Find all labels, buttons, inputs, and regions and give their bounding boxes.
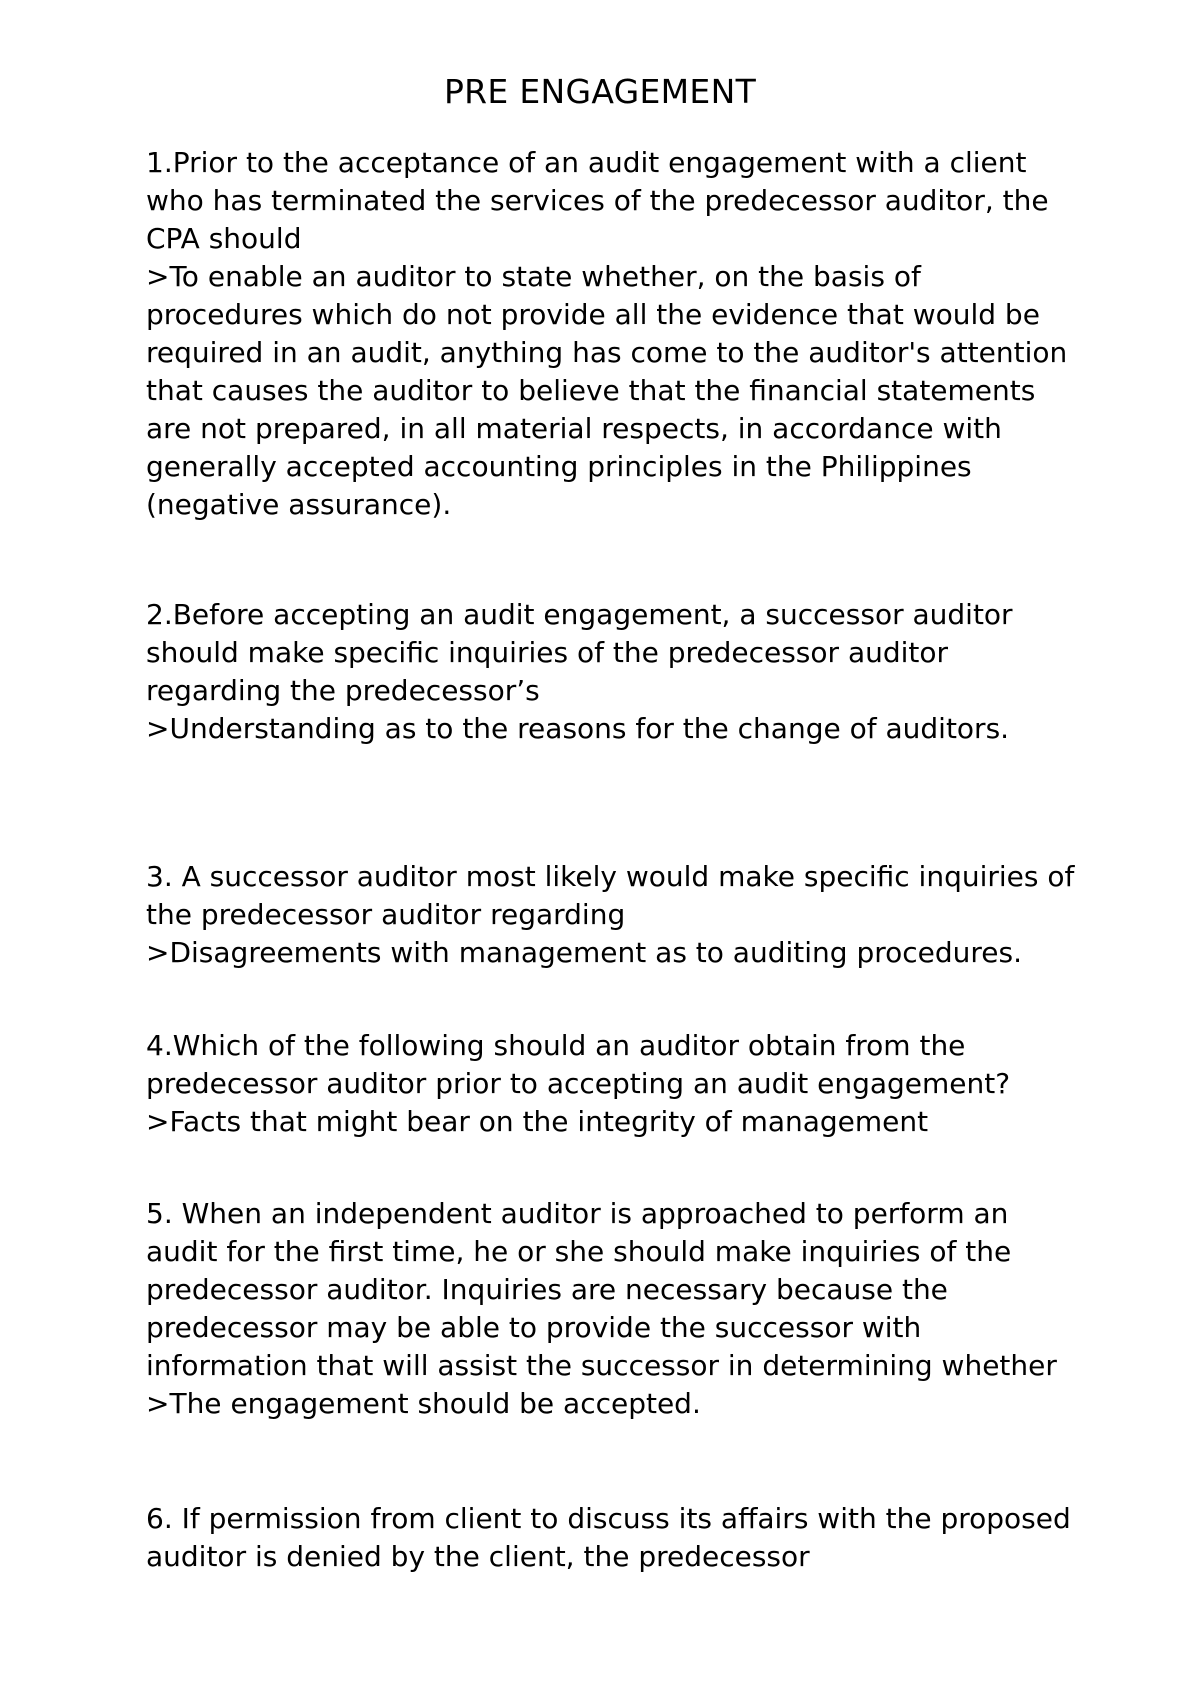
answer-text-3: >Disagreements with management as to auditing procedures. bbox=[146, 936, 1022, 969]
question-item-2 bbox=[146, 596, 1081, 748]
question-text-4: 4.Which of the following should an auditor obtain from the predecessor auditor prior to accepting an audit engagement? bbox=[146, 1029, 1011, 1100]
question-item-3 bbox=[146, 858, 1081, 972]
question-item-5 bbox=[146, 1195, 1081, 1423]
answer-text-1: >To enable an auditor to state whether, on the basis of procedures which do not provide all the evidence that would be required in an audit, anything has come to the auditor's attention that causes the auditor to believe that the financial statements are not prepared, in all material respects, in accordance with generally accepted accounting principles in the Philippines (negative assurance). bbox=[146, 260, 1068, 521]
question-item-6 bbox=[146, 1500, 1081, 1576]
answer-text-5: >The engagement should be accepted. bbox=[146, 1387, 701, 1420]
answer-text-2: >Understanding as to the reasons for the change of auditors. bbox=[146, 712, 1010, 745]
document-title: PRE ENGAGEMENT bbox=[443, 72, 757, 111]
answer-text-4: >Facts that might bear on the integrity of management bbox=[146, 1105, 929, 1138]
question-text-5: 5. When an independent auditor is approached to perform an audit for the first time, he or she should make inquiries of the predecessor auditor. Inquiries are necessary because the predecessor may be able to provide the successor with information that will assist the successor in determining whether bbox=[146, 1197, 1057, 1382]
question-text-2: 2.Before accepting an audit engagement, a successor auditor should make specific inquiries of the predecessor auditor regarding the predecessor’s bbox=[146, 598, 1013, 707]
question-text-1: 1.Prior to the acceptance of an audit engagement with a client who has terminated the services of the predecessor auditor, the CPA should bbox=[146, 146, 1049, 255]
question-item-1 bbox=[146, 144, 1081, 524]
question-text-6: 6. If permission from client to discuss its affairs with the proposed auditor is denied by the client, the predecessor bbox=[146, 1502, 1071, 1573]
question-item-4 bbox=[146, 1027, 1081, 1141]
question-text-3: 3. A successor auditor most likely would make specific inquiries of the predecessor auditor regarding bbox=[146, 860, 1075, 931]
